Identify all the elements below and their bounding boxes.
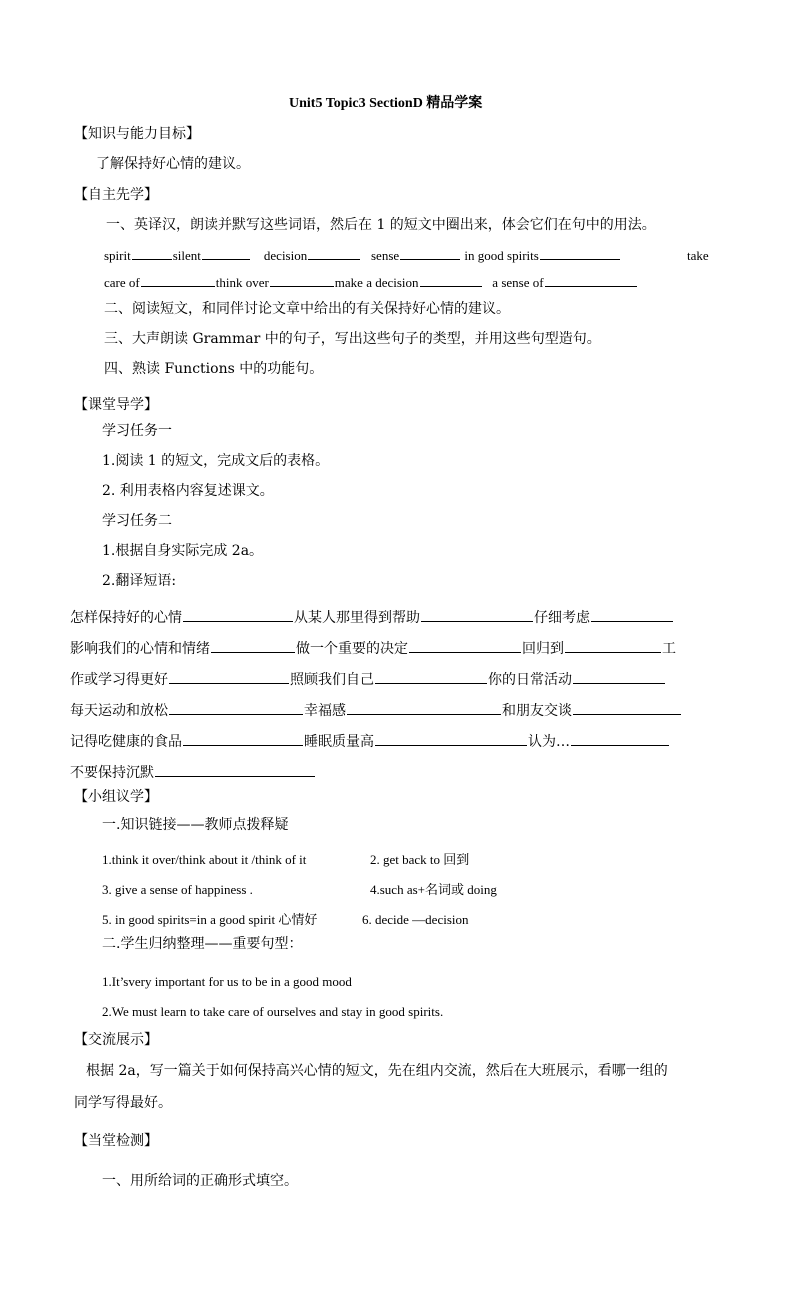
vocab-item: a sense of: [492, 275, 544, 290]
blank[interactable]: [591, 620, 673, 622]
blank[interactable]: [540, 258, 620, 260]
check-heading: 【当堂检测】: [74, 1133, 158, 1149]
blank[interactable]: [183, 744, 303, 746]
blank[interactable]: [132, 258, 172, 260]
phrase-line-4: 每天运动和放松 幸福感 和朋友交谈: [70, 704, 682, 718]
blank[interactable]: [400, 258, 460, 260]
vocab-item: silent: [172, 248, 201, 263]
page-title: Unit5 Topic3 SectionD 精品学案: [289, 96, 483, 111]
vocab-item: make a decision: [334, 275, 419, 290]
vocab-item: decision: [263, 248, 308, 263]
group-subheading-2: 二.学生归纳整理——重要句型：: [102, 936, 303, 952]
blank[interactable]: [375, 682, 487, 684]
blank[interactable]: [308, 258, 360, 260]
vocab-take: take: [687, 248, 709, 263]
blank[interactable]: [565, 651, 661, 653]
self-study-heading: 【自主先学】: [74, 187, 158, 203]
blank[interactable]: [347, 713, 501, 715]
sentence-1: 1.It’svery important for us to be in a good mood: [102, 974, 352, 989]
goals-heading: 【知识与能力目标】: [74, 126, 200, 142]
exchange-heading: 【交流展示】: [74, 1032, 158, 1048]
phrase-line-2: 影响我们的心情和情绪 做一个重要的决定 回归到 工: [70, 641, 676, 657]
vocab-item: think over: [215, 275, 269, 290]
phrase-line-3: 作或学习得更好 照顾我们自己 你的日常活动: [70, 673, 666, 687]
self-study-task-1: 一、英译汉，朗读并默写这些词语，然后在 1 的短文中圈出来，体会它们在句中的用法。: [106, 217, 656, 233]
knowledge-item-3: 3. give a sense of happiness .: [102, 882, 253, 897]
blank[interactable]: [211, 651, 295, 653]
exchange-text-2: 同学写得最好。: [74, 1095, 172, 1111]
blank[interactable]: [169, 713, 303, 715]
task-one-label: 学习任务一: [102, 423, 172, 439]
blank[interactable]: [545, 285, 637, 287]
vocab-item: in good spirits: [464, 248, 539, 263]
self-study-task-4: 四、熟读 Functions 中的功能句。: [104, 361, 324, 377]
knowledge-item-4: 4.such as+名词或 doing: [370, 882, 497, 897]
task-two-label: 学习任务二: [102, 513, 172, 529]
blank[interactable]: [375, 744, 527, 746]
blank[interactable]: [270, 285, 334, 287]
vocab-item: sense: [370, 248, 400, 263]
group-subheading-1: 一.知识链接——教师点拨释疑: [102, 817, 289, 833]
phrase-line-1: 怎样保持好的心情 从某人那里得到帮助 仔细考虑: [70, 611, 674, 625]
blank[interactable]: [183, 620, 293, 622]
knowledge-item-2: 2. get back to 回到: [370, 852, 470, 867]
blank[interactable]: [573, 713, 681, 715]
blank[interactable]: [169, 682, 289, 684]
self-study-task-2: 二、阅读短文，和同伴讨论文章中给出的有关保持好心情的建议。: [104, 301, 510, 317]
phrase-line-6: 不要保持沉默: [70, 766, 316, 780]
blank[interactable]: [421, 620, 533, 622]
goals-text: 了解保持好心情的建议。: [96, 156, 250, 172]
task-one-item-1: 1.阅读 1 的短文，完成文后的表格。: [102, 453, 330, 469]
sentence-2: 2.We must learn to take care of ourselves and stay in good spirits.: [102, 1004, 444, 1019]
blank[interactable]: [141, 285, 215, 287]
task-one-item-2: 2. 利用表格内容复述课文。: [102, 483, 274, 499]
blank[interactable]: [409, 651, 521, 653]
phrase-line-5: 记得吃健康的食品 睡眠质量高 认为…: [70, 735, 670, 749]
group-heading: 【小组议学】: [74, 789, 158, 805]
vocab-line-2: care of think over make a decision a sense of: [104, 276, 638, 289]
check-task-1: 一、用所给词的正确形式填空。: [102, 1173, 298, 1189]
task-two-item-1: 1.根据自身实际完成 2a。: [102, 543, 264, 559]
vocab-item: spirit: [104, 248, 131, 263]
self-study-task-3: 三、大声朗读 Grammar 中的句子，写出这些句子的类型，并用这些句型造句。: [104, 331, 601, 347]
task-two-item-2: 2.翻译短语:: [102, 573, 177, 589]
knowledge-item-6: 6. decide —decision: [362, 912, 469, 927]
knowledge-item-1: 1.think it over/think about it /think of it: [102, 852, 307, 867]
blank[interactable]: [155, 775, 315, 777]
blank[interactable]: [571, 744, 669, 746]
blank[interactable]: [573, 682, 665, 684]
blank[interactable]: [420, 285, 482, 287]
vocab-line-1: [104, 249, 627, 262]
exchange-text-1: 根据 2a，写一篇关于如何保持高兴心情的短文，先在组内交流，然后在大班展示，看哪一组的: [86, 1063, 668, 1079]
class-guide-heading: 【课堂导学】: [74, 397, 158, 413]
blank[interactable]: [202, 258, 250, 260]
knowledge-item-5: 5. in good spirits=in a good spirit 心情好: [102, 912, 318, 927]
